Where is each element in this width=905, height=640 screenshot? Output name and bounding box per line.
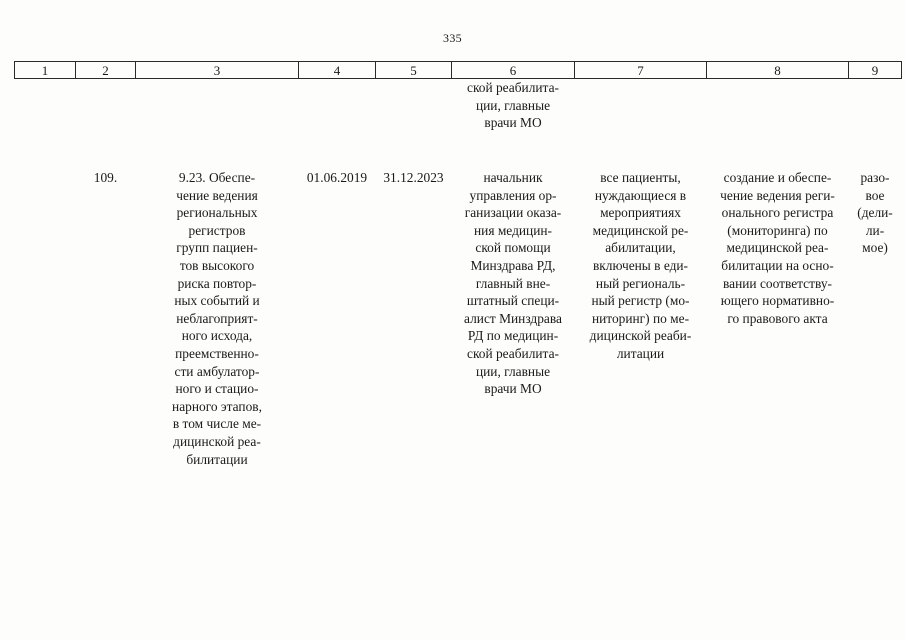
column-header-6: 6 [452,62,575,79]
result-cell [575,149,707,468]
row-number: 109. [93,170,118,185]
column-number-header-row [15,62,902,79]
column-header-7: 7 [575,62,707,79]
responsible-text: начальник управления ор- ганизации оказа- ния медицин- ской помощи Минздрава РД, главный вне- штатный специ- алист Минздрава РД по медицин- ской реабилита- ции, главные врачи МО [464,170,562,397]
measures-table [14,61,902,468]
measure-type-text: разо- вое (дели- ли- мое) [857,170,893,256]
column-header-5: 5 [376,62,452,79]
column-header-3: 3 [136,62,299,79]
responsible-cell [452,149,575,468]
page-number: 335 [443,31,462,45]
result-text: все пациенты, нуждающиеся в мероприятиях медицинской ре- абилитации, включены в еди- ный региональ- ный регистр (мо- ниторинг) по ме- дицинской реаби- литации [589,170,692,361]
continuation-responsible-text: ской реабилита- ции, главные врачи МО [467,80,559,131]
column-header-2: 2 [76,62,136,79]
measure-name-cell [136,149,299,468]
end-date: 31.12.2023 [383,170,444,185]
continuation-row [15,79,902,150]
end-date-cell [376,149,452,468]
continuation-responsible-cell [452,79,575,150]
description-text: создание и обеспе- чение ведения реги- онального регистра (мониторинга) по медицинской реа- билитации на осно- вании соответству- ющего нормативно- го правового акта [720,170,835,326]
column-header-8: 8 [707,62,849,79]
column-header-1: 1 [15,62,76,79]
table-row [15,149,902,468]
column-header-4: 4 [299,62,376,79]
start-date: 01.06.2019 [306,170,368,185]
description-cell [707,149,849,468]
measure-name-text: 9.23. Обеспе- чение ведения региональных регистров групп пациен- тов высокого риска повтор- ных событий и неблагоприят- ного исхода, преемственно- сти амбулатор- ного и стацио- нарного этапов, в том числе ме- дицинской реа- билитации [172,170,262,467]
start-date-cell [299,149,376,468]
measure-type-cell [849,149,902,468]
column-header-9: 9 [849,62,902,79]
